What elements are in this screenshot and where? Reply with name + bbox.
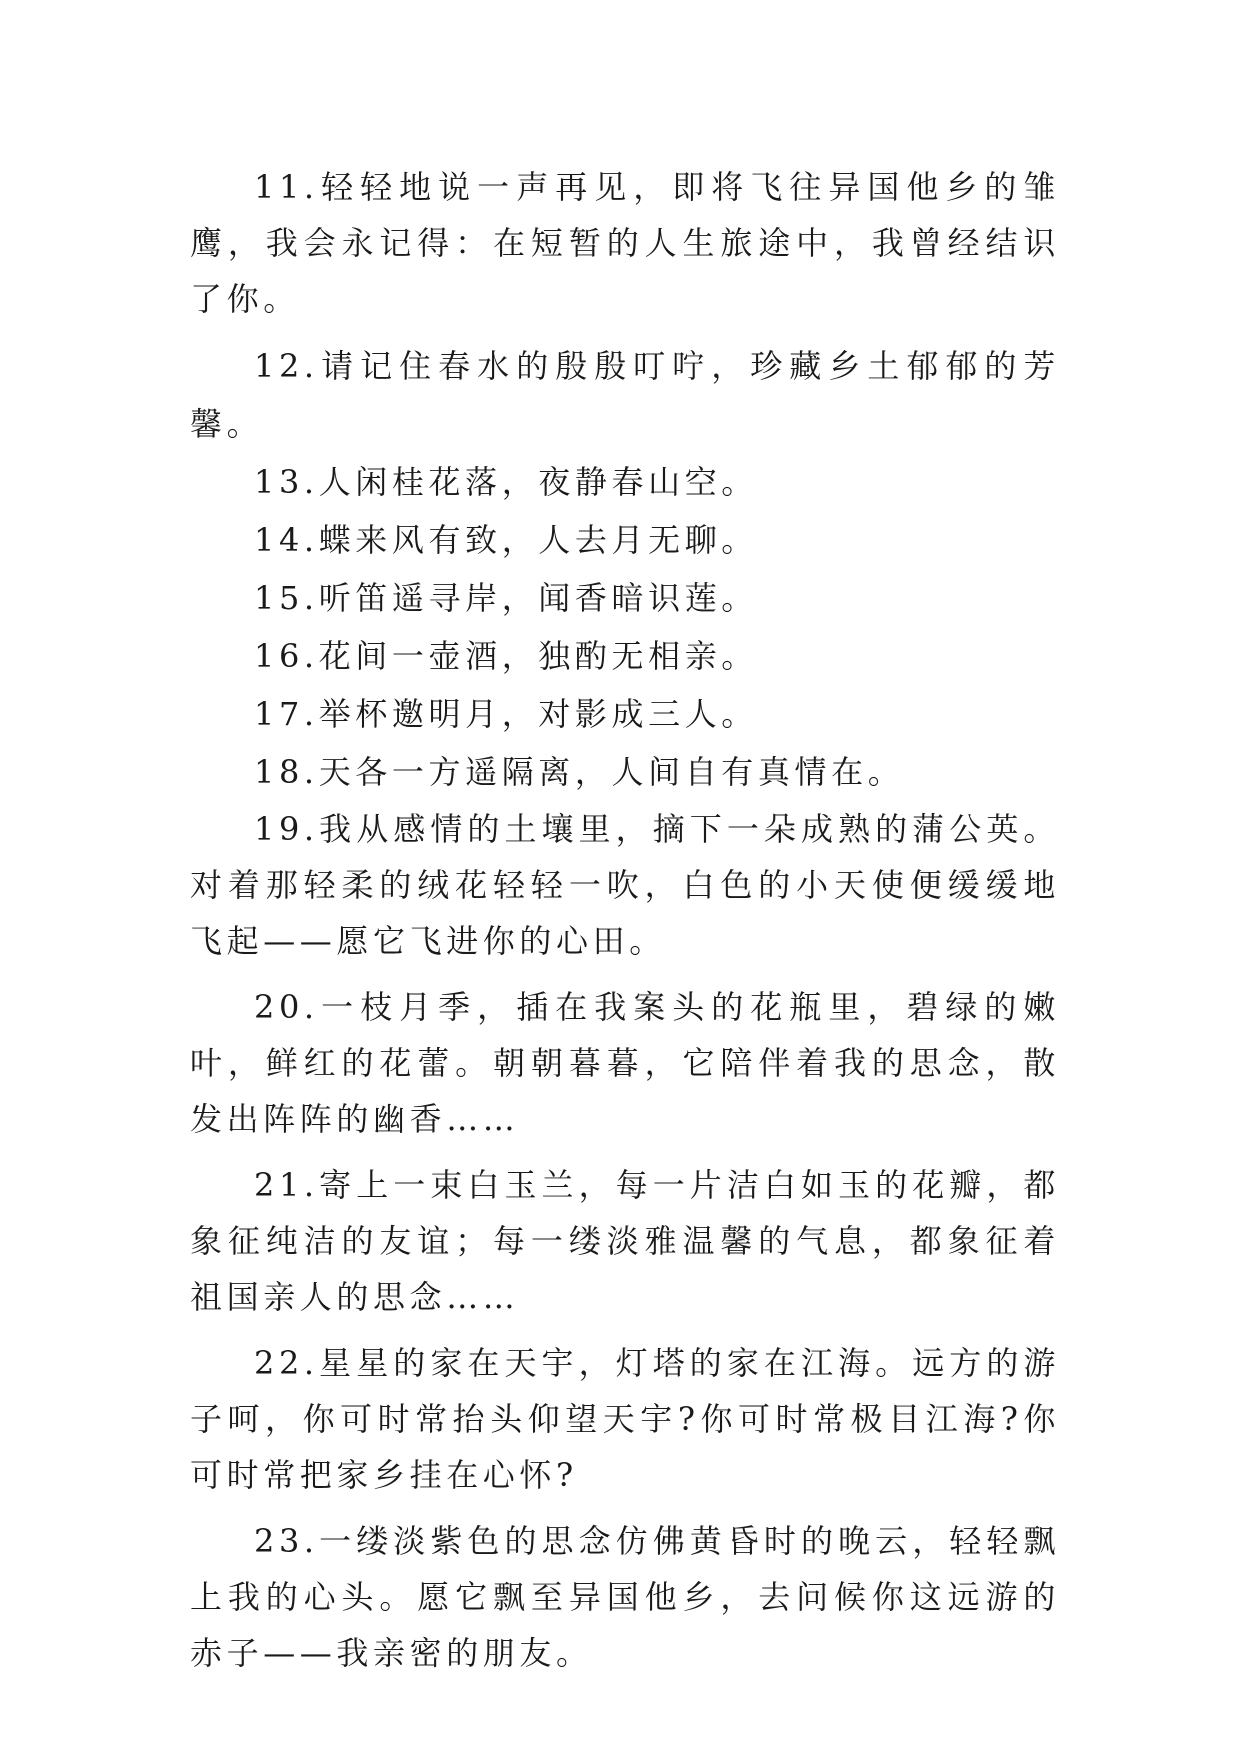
paragraph-15: 15.听笛遥寻岸，闻香暗识莲。 [254,579,758,617]
paragraph-22: 22.星星的家在天宇，灯塔的家在江海。远方的游子呵，你可时常抬头仰望天宇?你可时常极目江海?你可时常把家乡挂在心怀? [190,1344,1060,1494]
paragraph-23: 23.一缕淡紫色的思念仿佛黄昏时的晚云，轻轻飘上我的心头。愿它飘至异国他乡，去问候你这远游的赤子——我亲密的朋友。 [190,1522,1060,1672]
paragraph-12: 12.请记住春水的殷殷叮咛，珍藏乡土郁郁的芳馨。 [190,347,1060,443]
paragraph-14: 14.蝶来风有致，人去月无聊。 [254,521,758,559]
paragraph-19: 19.我从感情的土壤里，摘下一朵成熟的蒲公英。对着那轻柔的绒花轻轻一吹，白色的小天使便缓缓地飞起——愿它飞进你的心田。 [190,810,1060,960]
paragraph-18: 18.天各一方遥隔离，人间自有真情在。 [254,753,905,791]
paragraph-17: 17.举杯邀明月，对影成三人。 [254,695,758,733]
document-body [190,159,1060,1691]
paragraph-21: 21.寄上一束白玉兰，每一片洁白如玉的花瓣，都象征纯洁的友谊；每一缕淡雅温馨的气息，都象征着祖国亲人的思念…… [190,1166,1060,1316]
paragraph-20: 20.一枝月季，插在我案头的花瓶里，碧绿的嫩叶，鲜红的花蕾。朝朝暮暮，它陪伴着我的思念，散发出阵阵的幽香…… [190,988,1060,1138]
paragraph-13: 13.人闲桂花落，夜静春山空。 [254,463,758,501]
paragraph-16: 16.花间一壶酒，独酌无相亲。 [254,637,758,675]
paragraph-11: 11.轻轻地说一声再见，即将飞往异国他乡的雏鹰，我会永记得：在短暂的人生旅途中，我曾经结识了你。 [190,168,1060,318]
